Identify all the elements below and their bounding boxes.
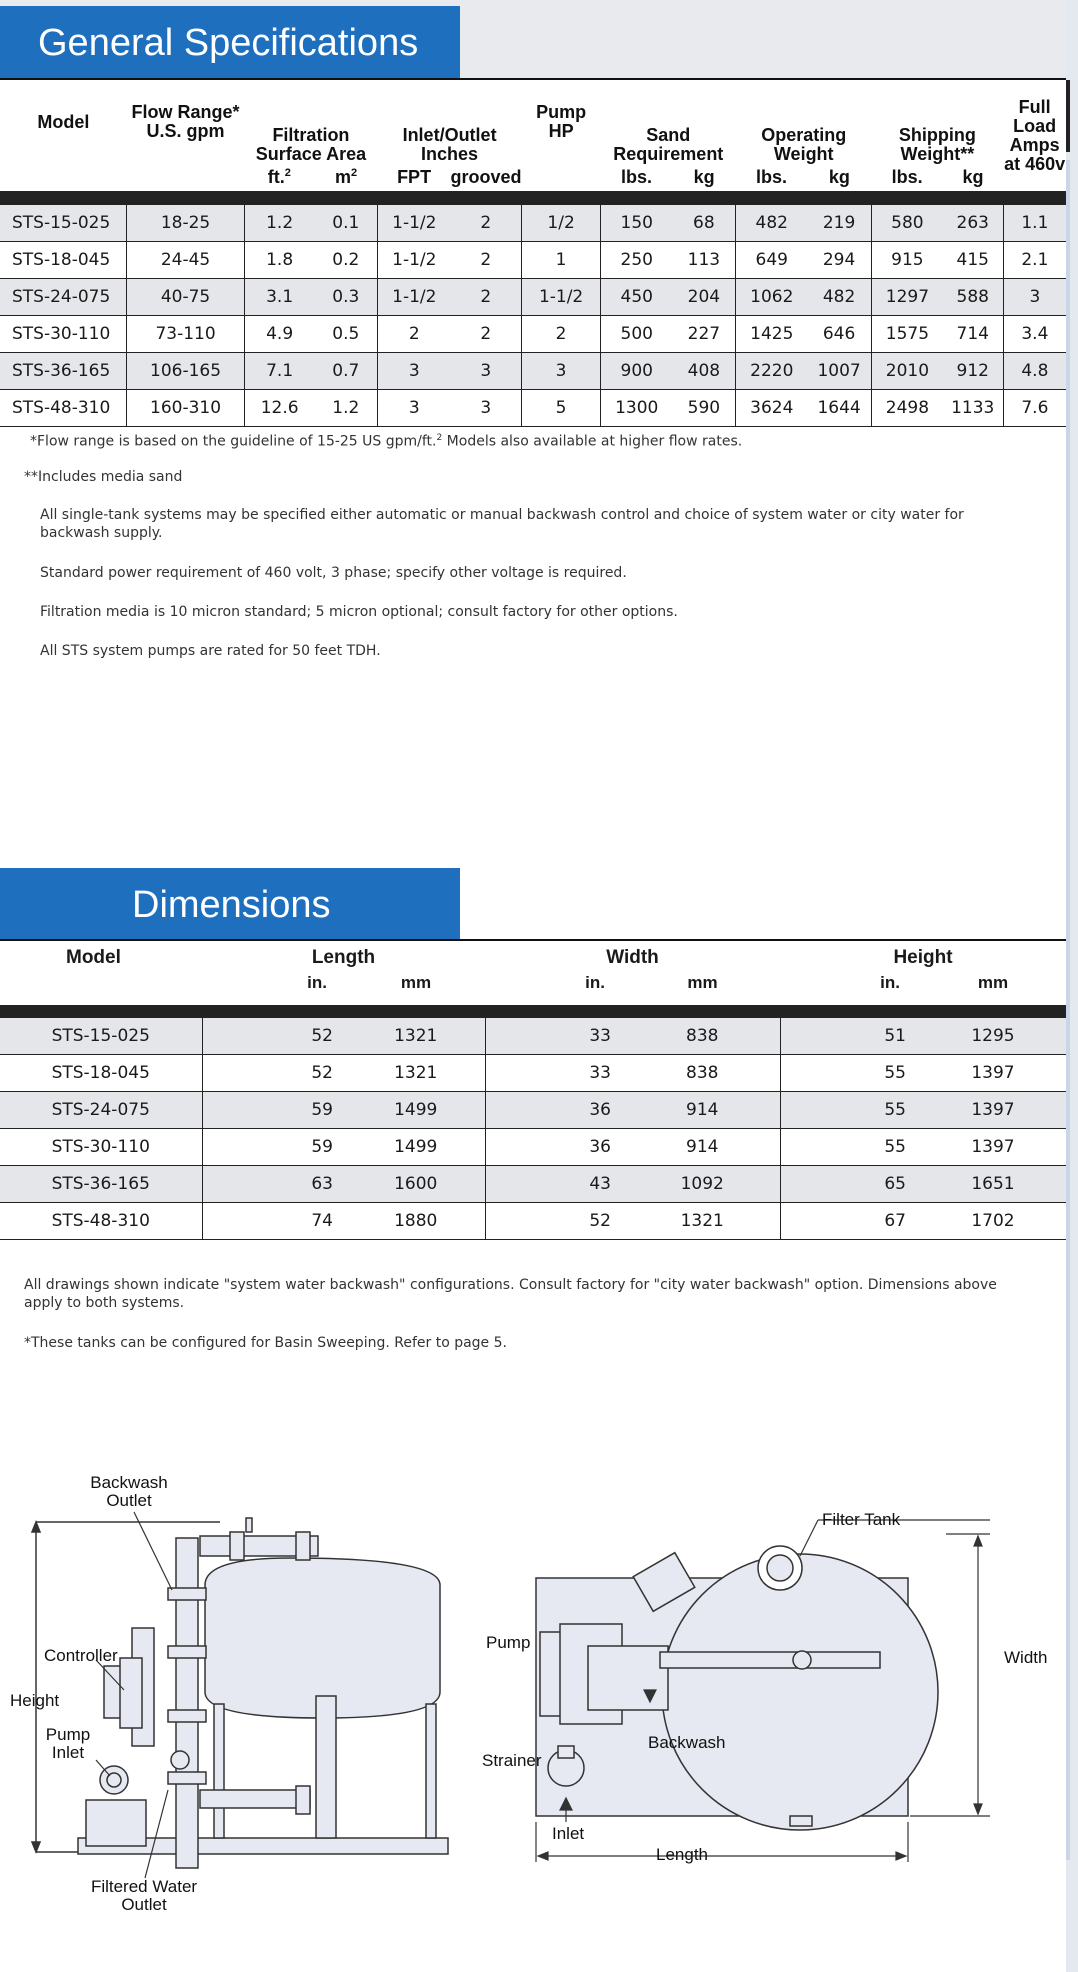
dim-cell: 59 — [202, 1129, 347, 1166]
col-shipping: Shipping Weight** — [898, 125, 976, 164]
dim-title: Dimensions — [132, 884, 331, 926]
dim-cell: 67 — [780, 1203, 920, 1240]
spec-cell: 714 — [943, 316, 1004, 353]
spec-section-title — [0, 6, 460, 80]
spec-cell: 1-1/2 — [378, 279, 451, 316]
dim-col-height: Height — [893, 947, 953, 968]
spec-cell: 1575 — [872, 316, 943, 353]
label-pump: Pump — [486, 1633, 531, 1652]
dim-table-header — [0, 941, 1066, 1018]
spec-cell: 1297 — [872, 279, 943, 316]
dim-table-row — [0, 1129, 1066, 1166]
spec-table-row — [0, 242, 1066, 279]
dim-cell: 65 — [780, 1166, 920, 1203]
spec-cell: 0.5 — [314, 316, 377, 353]
dim-cell: 51 — [780, 1018, 920, 1055]
spec-cell: 263 — [943, 205, 1004, 242]
spec-cell: 2220 — [736, 353, 807, 390]
model-cell: STS-48-310 — [0, 390, 127, 427]
note-media: Filtration media is 10 micron standard; 5 micron optional; consult factory for other options. — [40, 604, 678, 620]
dim-cell: 33 — [485, 1018, 625, 1055]
dim-cell: 74 — [202, 1203, 347, 1240]
label-pump-inlet: Pump Inlet — [45, 1725, 91, 1762]
dim-cell: 1702 — [920, 1203, 1066, 1240]
spec-cell: 1007 — [807, 353, 871, 390]
spec-cell: 0.3 — [314, 279, 377, 316]
col-model: Model — [37, 111, 90, 132]
col-op-lbs: lbs. — [756, 167, 788, 187]
spec-cell: 3 — [378, 390, 451, 427]
col-inlet-outlet: Inlet/Outlet Inches — [402, 125, 497, 164]
spec-cell: 482 — [807, 279, 871, 316]
spec-cell: 1.2 — [244, 205, 314, 242]
spec-cell: 590 — [672, 390, 736, 427]
spec-cell: 482 — [736, 205, 807, 242]
spec-cell: 219 — [807, 205, 871, 242]
col-ft2: ft.$^2$ — [267, 167, 291, 187]
spec-cell: 160-310 — [127, 390, 244, 427]
spec-cell: 24-45 — [127, 242, 244, 279]
side-elevation-drawing — [0, 1460, 470, 1930]
spec-cell: 204 — [672, 279, 736, 316]
col-sand: Sand Requirement — [613, 125, 724, 164]
dim-cell: 36 — [485, 1129, 625, 1166]
dim-table — [0, 941, 1066, 1240]
col-operating: Operating Weight — [761, 125, 847, 164]
model-cell: STS-36-165 — [0, 353, 127, 390]
spec-cell: 2010 — [872, 353, 943, 390]
spec-cell: 500 — [601, 316, 673, 353]
spec-table-row — [0, 279, 1066, 316]
spec-cell: 1-1/2 — [378, 242, 451, 279]
spec-cell: 1644 — [807, 390, 871, 427]
spec-cell: 2 — [378, 316, 451, 353]
dim-table-row — [0, 1203, 1066, 1240]
spec-cell: 3 — [522, 353, 601, 390]
dim-cell: 63 — [202, 1166, 347, 1203]
spec-cell: 18-25 — [127, 205, 244, 242]
spec-cell: 2 — [451, 242, 522, 279]
label-strainer: Strainer — [482, 1751, 542, 1770]
dim-cell: 1321 — [347, 1018, 485, 1055]
spec-cell: 150 — [601, 205, 673, 242]
label-filter-tank: Filter Tank — [822, 1510, 901, 1529]
spec-table-row — [0, 390, 1066, 427]
spec-cell: 4.8 — [1003, 353, 1066, 390]
spec-cell: 1-1/2 — [522, 279, 601, 316]
dim-table-row — [0, 1092, 1066, 1129]
dim-table-body — [0, 1018, 1066, 1240]
col-op-kg: kg — [828, 167, 850, 187]
dim-table-row — [0, 1166, 1066, 1203]
dim-cell: 914 — [625, 1092, 780, 1129]
spec-cell: 1/2 — [522, 205, 601, 242]
dim-cell: 55 — [780, 1092, 920, 1129]
plan-view-drawing — [470, 1500, 1030, 1880]
spec-table — [0, 80, 1066, 427]
dim-cell: 1499 — [347, 1129, 485, 1166]
spec-cell: 7.6 — [1003, 390, 1066, 427]
spec-cell: 0.2 — [314, 242, 377, 279]
col-sand-kg: kg — [693, 167, 715, 187]
col-grooved: grooved — [450, 167, 522, 187]
dim-cell: 36 — [485, 1092, 625, 1129]
dim-cell: 52 — [485, 1203, 625, 1240]
label-controller: Controller — [44, 1646, 118, 1665]
note-drawings: All drawings shown indicate "system water backwash" configurations. Consult factory for "city water backwash" option. Dimensions above apply to both systems. — [24, 1277, 997, 1311]
dim-table-row — [0, 1055, 1066, 1092]
col-fpt: FPT — [397, 167, 432, 187]
spec-cell: 106-165 — [127, 353, 244, 390]
spec-cell: 450 — [601, 279, 673, 316]
note-media-sand: **Includes media sand — [24, 469, 183, 485]
model-cell: STS-48-310 — [0, 1203, 202, 1240]
spec-cell: 1.8 — [244, 242, 314, 279]
model-cell: STS-24-075 — [0, 279, 127, 316]
spec-table-row — [0, 316, 1066, 353]
spec-cell: 1425 — [736, 316, 807, 353]
label-width: Width — [1004, 1648, 1048, 1667]
spec-cell: 3624 — [736, 390, 807, 427]
dim-cell: 1092 — [625, 1166, 780, 1203]
col-amps: Full Load Amps at 460v — [1004, 96, 1066, 174]
col-sand-lbs: lbs. — [620, 167, 652, 187]
spec-cell: 68 — [672, 205, 736, 242]
spec-cell: 294 — [807, 242, 871, 279]
spec-table-row — [0, 353, 1066, 390]
spec-cell: 73-110 — [127, 316, 244, 353]
dim-cell: 914 — [625, 1129, 780, 1166]
dim-cell: 1397 — [920, 1129, 1066, 1166]
spec-cell: 588 — [943, 279, 1004, 316]
spec-cell: 3 — [378, 353, 451, 390]
dim-length-in: in. — [307, 973, 327, 992]
dim-cell: 1651 — [920, 1166, 1066, 1203]
col-pump: Pump HP — [536, 102, 587, 141]
spec-cell: 3 — [1003, 279, 1066, 316]
spec-table-header — [0, 80, 1066, 205]
label-inlet: Inlet — [552, 1824, 585, 1843]
dim-table-row — [0, 1018, 1066, 1055]
note-flow-range: *Flow range is based on the guideline of 15-25 US gpm/ft.$^2$ Models also available at higher flow rates. — [30, 433, 743, 450]
spec-cell: 0.7 — [314, 353, 377, 390]
model-cell: STS-15-025 — [0, 1018, 202, 1055]
spec-cell: 227 — [672, 316, 736, 353]
spec-cell: 1300 — [601, 390, 673, 427]
col-ship-kg: kg — [962, 167, 984, 187]
spec-cell: 912 — [943, 353, 1004, 390]
dim-cell: 55 — [780, 1055, 920, 1092]
spec-cell: 12.6 — [244, 390, 314, 427]
spec-cell: 0.1 — [314, 205, 377, 242]
spec-cell: 5 — [522, 390, 601, 427]
dim-col-length: Length — [311, 947, 376, 968]
spec-cell: 915 — [872, 242, 943, 279]
dim-height-in: in. — [880, 973, 900, 992]
note-pumps: All STS system pumps are rated for 50 feet TDH. — [40, 643, 381, 659]
dim-cell: 1397 — [920, 1055, 1066, 1092]
model-cell: STS-18-045 — [0, 242, 127, 279]
spec-cell: 2.1 — [1003, 242, 1066, 279]
model-cell: STS-18-045 — [0, 1055, 202, 1092]
label-filtered-water-outlet: Filtered Water Outlet — [90, 1877, 198, 1914]
dim-cell: 838 — [625, 1055, 780, 1092]
model-cell: STS-15-025 — [0, 205, 127, 242]
label-length: Length — [656, 1845, 708, 1864]
dim-cell: 55 — [780, 1129, 920, 1166]
col-filtration: Filtration Surface Area — [255, 125, 367, 164]
col-m2: $m^2$ — [334, 167, 358, 187]
spec-title: General Specifications — [38, 22, 419, 64]
label-backwash: Backwash — [648, 1733, 726, 1752]
dim-cell: 1880 — [347, 1203, 485, 1240]
spec-cell: 1.1 — [1003, 205, 1066, 242]
dim-cell: 1397 — [920, 1092, 1066, 1129]
model-cell: STS-30-110 — [0, 1129, 202, 1166]
spec-cell: 4.9 — [244, 316, 314, 353]
spec-cell: 646 — [807, 316, 871, 353]
dim-cell: 1600 — [347, 1166, 485, 1203]
dim-length-mm: mm — [400, 973, 432, 992]
dim-width-in: in. — [585, 973, 605, 992]
note-backwash: All single-tank systems may be specified either automatic or manual backwash control and choice of system water or city water for backwash supply. — [40, 507, 964, 541]
model-cell: STS-30-110 — [0, 316, 127, 353]
spec-cell: 1.2 — [314, 390, 377, 427]
spec-cell: 3.1 — [244, 279, 314, 316]
spec-cell: 580 — [872, 205, 943, 242]
note-basin-sweeping: *These tanks can be configured for Basin Sweeping. Refer to page 5. — [24, 1335, 507, 1351]
dim-cell: 33 — [485, 1055, 625, 1092]
spec-cell: 415 — [943, 242, 1004, 279]
spec-cell: 1 — [522, 242, 601, 279]
col-ship-lbs: lbs. — [891, 167, 923, 187]
dim-height-mm: mm — [977, 973, 1009, 992]
spec-cell: 250 — [601, 242, 673, 279]
label-backwash-outlet: Backwash Outlet — [90, 1473, 168, 1510]
spec-cell: 2 — [451, 279, 522, 316]
spec-cell: 649 — [736, 242, 807, 279]
spec-cell: 2 — [451, 205, 522, 242]
spec-cell: 1-1/2 — [378, 205, 451, 242]
model-cell: STS-24-075 — [0, 1092, 202, 1129]
spec-cell: 1133 — [943, 390, 1004, 427]
dim-col-model: Model — [66, 947, 121, 968]
label-height: Height — [10, 1691, 60, 1710]
dim-width-mm: mm — [687, 973, 718, 992]
dim-cell: 838 — [625, 1018, 780, 1055]
dim-cell: 1295 — [920, 1018, 1066, 1055]
spec-cell: 3 — [451, 390, 522, 427]
dim-cell: 59 — [202, 1092, 347, 1129]
spec-cell: 1062 — [736, 279, 807, 316]
spec-cell: 40-75 — [127, 279, 244, 316]
spec-cell: 2 — [451, 316, 522, 353]
spec-cell: 3.4 — [1003, 316, 1066, 353]
spec-cell: 2 — [522, 316, 601, 353]
dim-col-width: Width — [606, 947, 659, 968]
page-edge-strip — [1066, 0, 1078, 1972]
spec-table-body — [0, 205, 1066, 427]
dim-cell: 43 — [485, 1166, 625, 1203]
dim-cell: 52 — [202, 1055, 347, 1092]
model-cell: STS-36-165 — [0, 1166, 202, 1203]
dim-cell: 52 — [202, 1018, 347, 1055]
note-power: Standard power requirement of 460 volt, 3 phase; specify other voltage is required. — [40, 565, 627, 581]
spec-cell: 7.1 — [244, 353, 314, 390]
spec-table-row — [0, 205, 1066, 242]
dim-section-title — [0, 868, 460, 940]
dim-cell: 1321 — [625, 1203, 780, 1240]
spec-cell: 900 — [601, 353, 673, 390]
spec-cell: 3 — [451, 353, 522, 390]
spec-cell: 2498 — [872, 390, 943, 427]
dim-cell: 1499 — [347, 1092, 485, 1129]
dim-cell: 1321 — [347, 1055, 485, 1092]
col-flow: Flow Range* U.S. gpm — [131, 102, 240, 141]
spec-cell: 113 — [672, 242, 736, 279]
spec-cell: 408 — [672, 353, 736, 390]
